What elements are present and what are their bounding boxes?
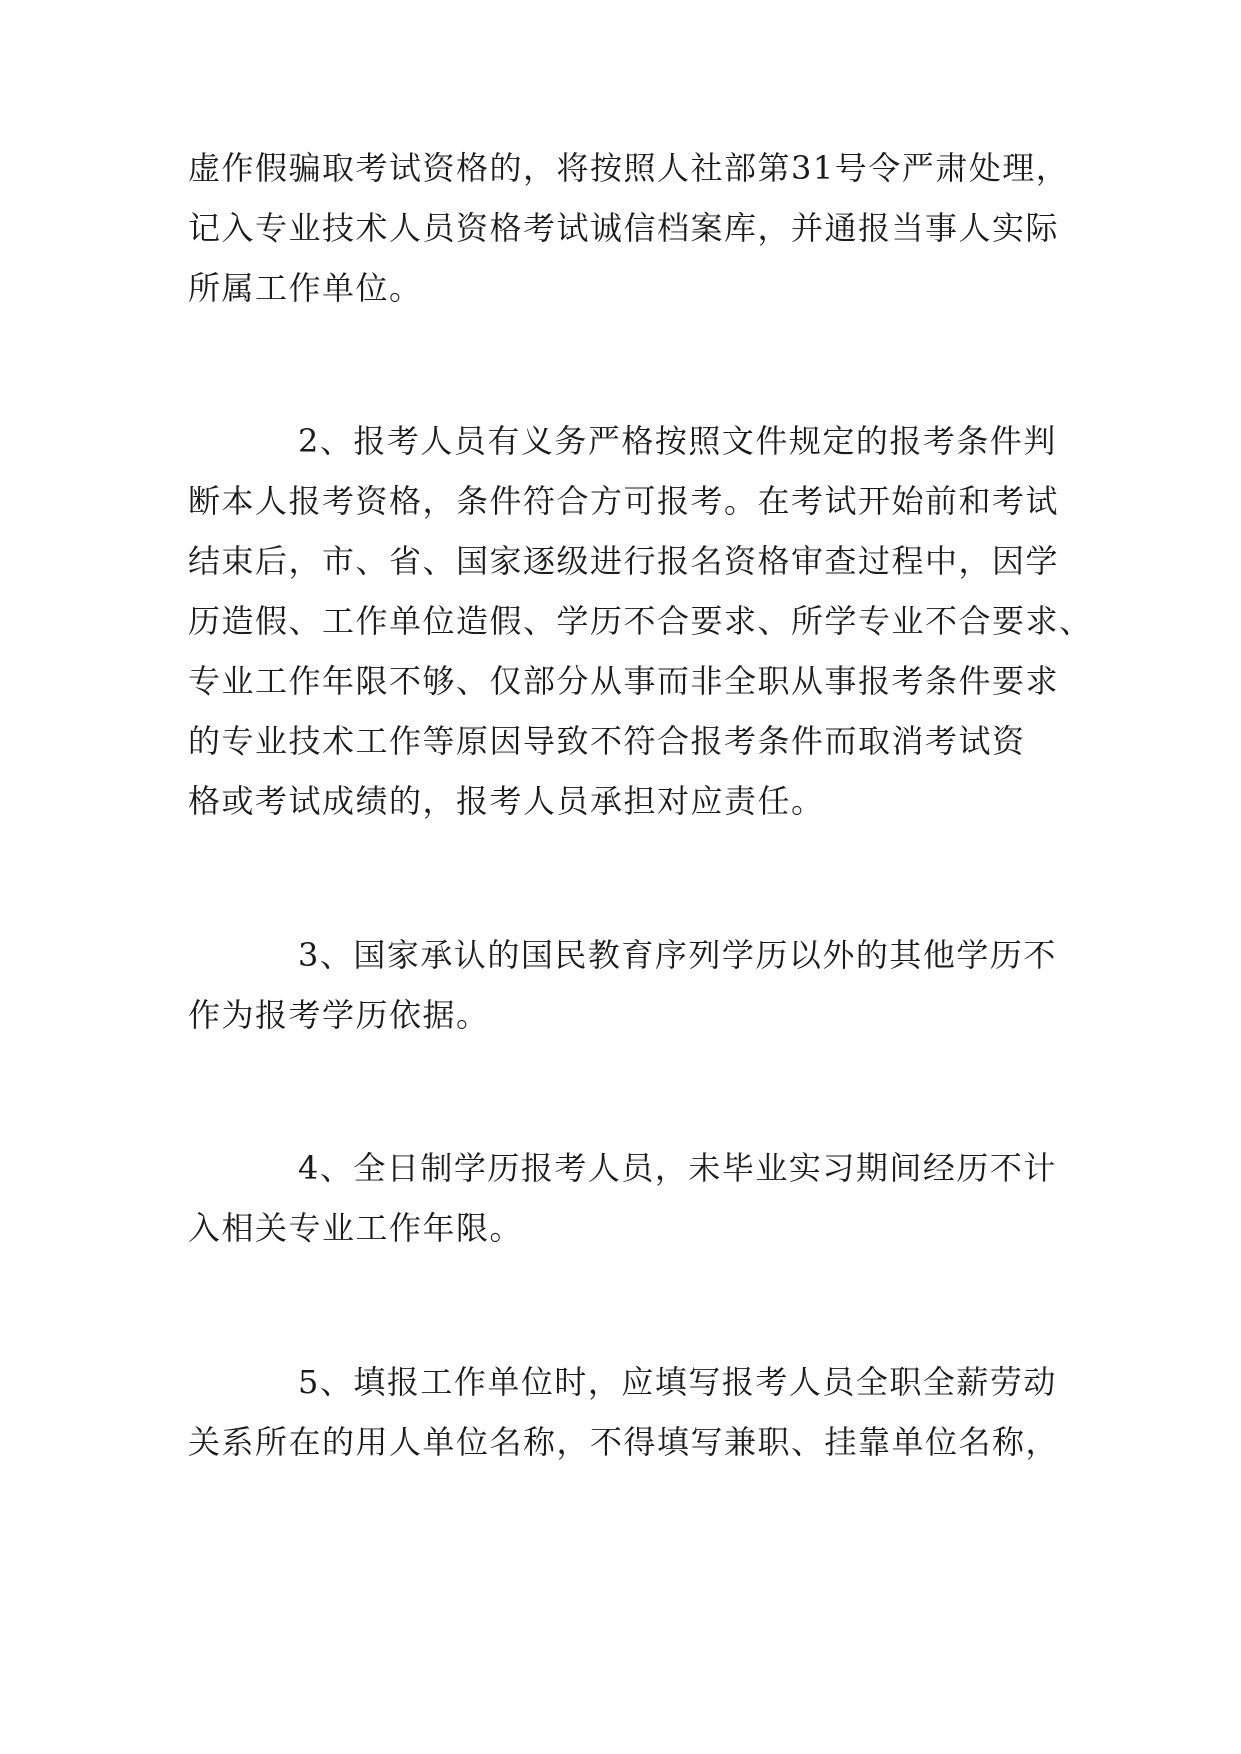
paragraph-2-line-7: 格或考试成绩的，报考人员承担对应责任。	[188, 782, 825, 820]
paragraph-4-line-1: 4、全日制学历报考人员，未毕业实习期间经历不计	[298, 1149, 1057, 1187]
paragraph-5-line-1: 5、填报工作单位时，应填写报考人员全职全薪劳动	[298, 1363, 1057, 1401]
paragraph-2-line-1: 2、报考人员有义务严格按照文件规定的报考条件判	[298, 422, 1057, 460]
paragraph-1-line-3: 所属工作单位。	[188, 269, 423, 307]
paragraph-1-line-2: 记入专业技术人员资格考试诚信档案库，并通报当事人实际	[188, 209, 1060, 247]
paragraph-4-line-2: 入相关专业工作年限。	[188, 1209, 524, 1247]
paragraph-2-line-4: 历造假、工作单位造假、学历不合要求、所学专业不合要求、	[188, 602, 1093, 640]
paragraph-5-line-2: 关系所在的用人单位名称，不得填写兼职、挂靠单位名称，	[188, 1423, 1060, 1461]
paragraph-3-line-1: 3、国家承认的国民教育序列学历以外的其他学历不	[298, 936, 1057, 974]
paragraph-2-line-2: 断本人报考资格，条件符合方可报考。在考试开始前和考试	[188, 482, 1060, 520]
paragraph-2-line-3: 结束后，市、省、国家逐级进行报名资格审查过程中，因学	[188, 542, 1060, 580]
paragraph-3-line-2: 作为报考学历依据。	[188, 996, 490, 1034]
paragraph-2-line-6: 的专业技术工作等原因导致不符合报考条件而取消考试资	[188, 722, 1026, 760]
paragraph-2-line-5: 专业工作年限不够、仅部分从事而非全职从事报考条件要求	[188, 662, 1060, 700]
paragraph-1-line-1: 虚作假骗取考试资格的，将按照人社部第31号令严肃处理，	[188, 149, 1070, 187]
